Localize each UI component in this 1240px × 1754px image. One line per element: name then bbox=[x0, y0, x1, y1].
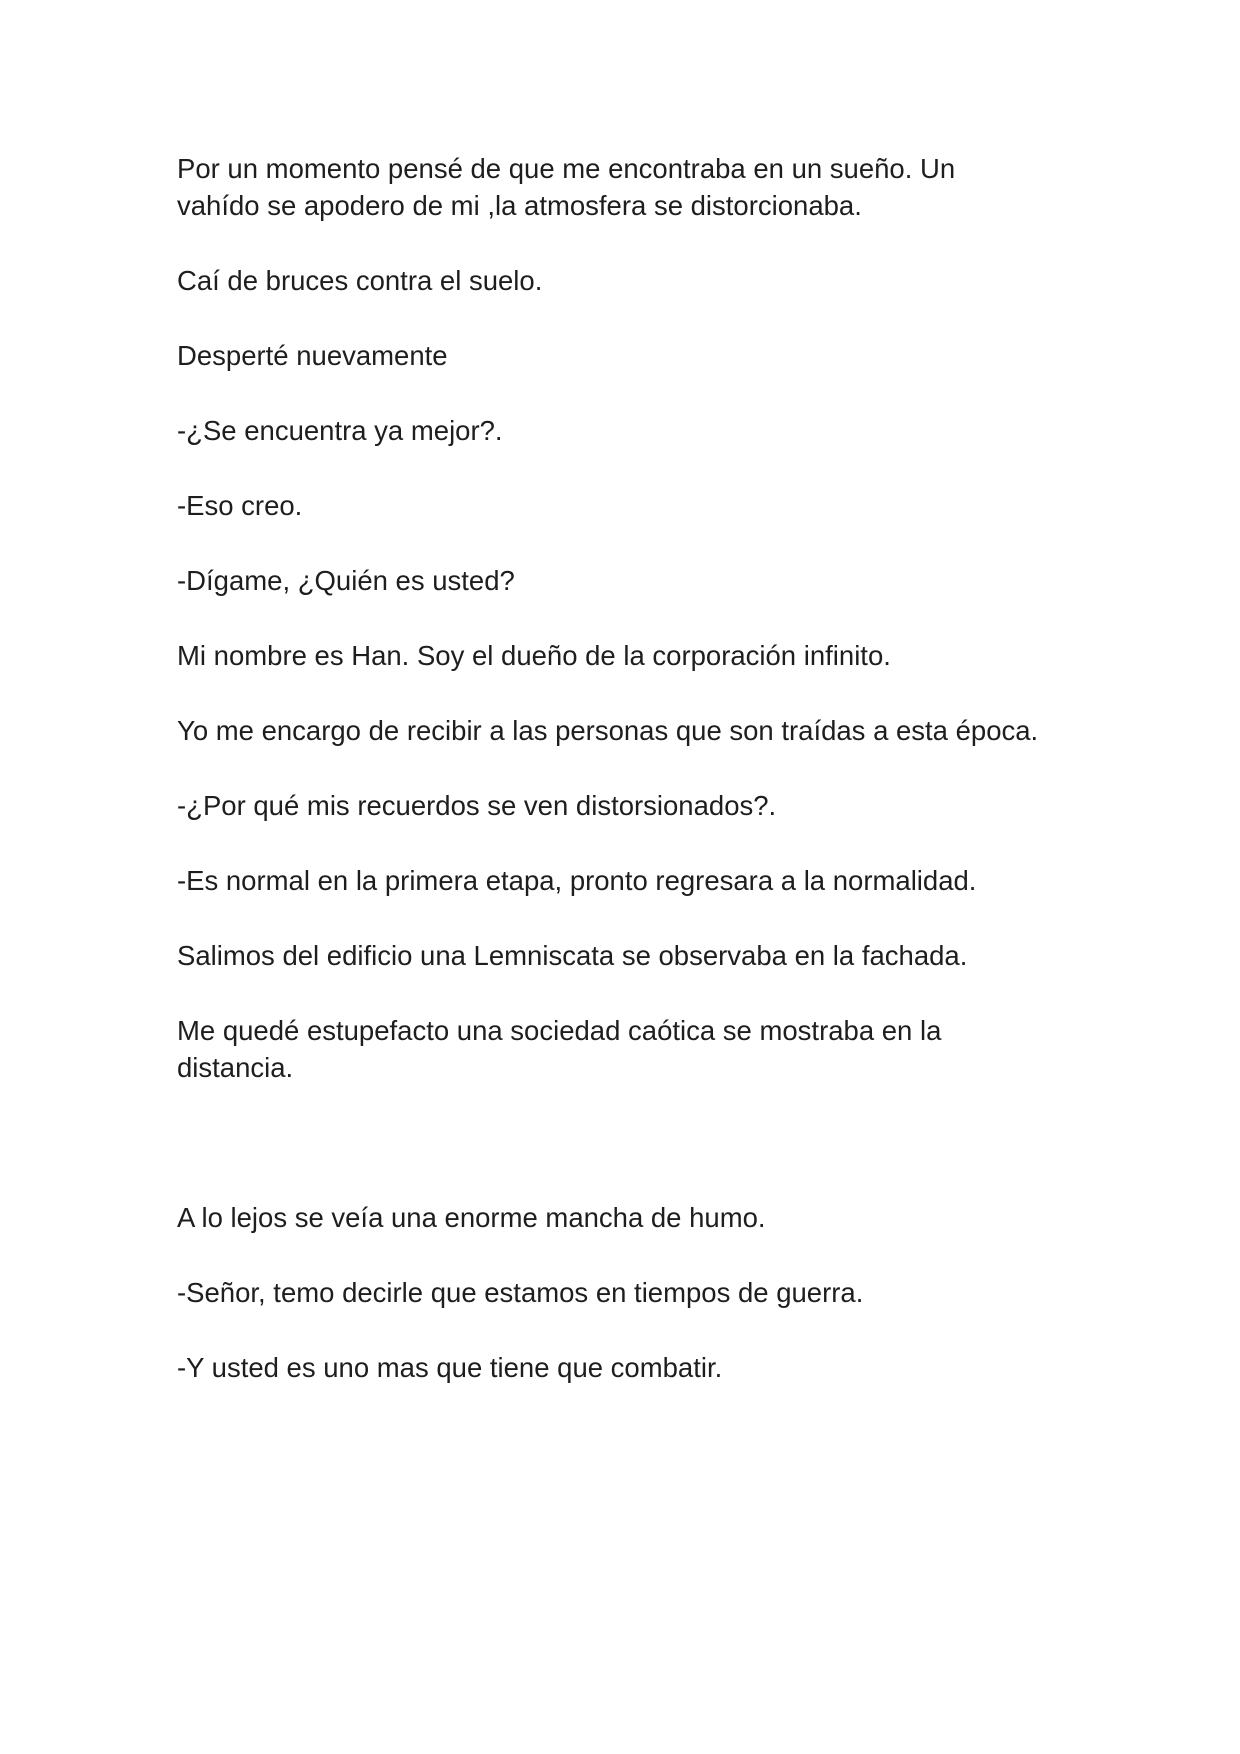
paragraph-1: Por un momento pensé de que me encontraba en un sueño. Un vahído se apodero de mi ,la atmosfera se distorcionaba. bbox=[177, 153, 956, 221]
paragraph-8: A lo lejos se veía una enorme mancha de humo. bbox=[177, 1202, 766, 1233]
paragraph-5: Yo me encargo de recibir a las personas que son traídas a esta época. bbox=[177, 715, 1039, 746]
paragraph-6: Salimos del edificio una Lemniscata se observaba en la fachada. bbox=[177, 940, 968, 971]
dialogue-line-5: -Es normal en la primera etapa, pronto regresara a la normalidad. bbox=[177, 865, 977, 896]
dialogue-line-4: -¿Por qué mis recuerdos se ven distorsionados?. bbox=[177, 790, 777, 821]
paragraph-3: Desperté nuevamente bbox=[177, 340, 448, 371]
paragraph-2: Caí de bruces contra el suelo. bbox=[177, 265, 543, 296]
dialogue-line-1: -¿Se encuentra ya mejor?. bbox=[177, 415, 503, 446]
dialogue-line-7: -Y usted es uno mas que tiene que combatir. bbox=[177, 1352, 723, 1383]
document-body bbox=[177, 150, 1097, 1424]
dialogue-line-3: -Dígame, ¿Quién es usted? bbox=[177, 565, 515, 596]
dialogue-line-6: -Señor, temo decirle que estamos en tiempos de guerra. bbox=[177, 1277, 864, 1308]
paragraph-4: Mi nombre es Han. Soy el dueño de la corporación infinito. bbox=[177, 640, 891, 671]
dialogue-line-2: -Eso creo. bbox=[177, 490, 303, 521]
paragraph-7: Me quedé estupefacto una sociedad caótica se mostraba en la distancia. bbox=[177, 1015, 942, 1083]
